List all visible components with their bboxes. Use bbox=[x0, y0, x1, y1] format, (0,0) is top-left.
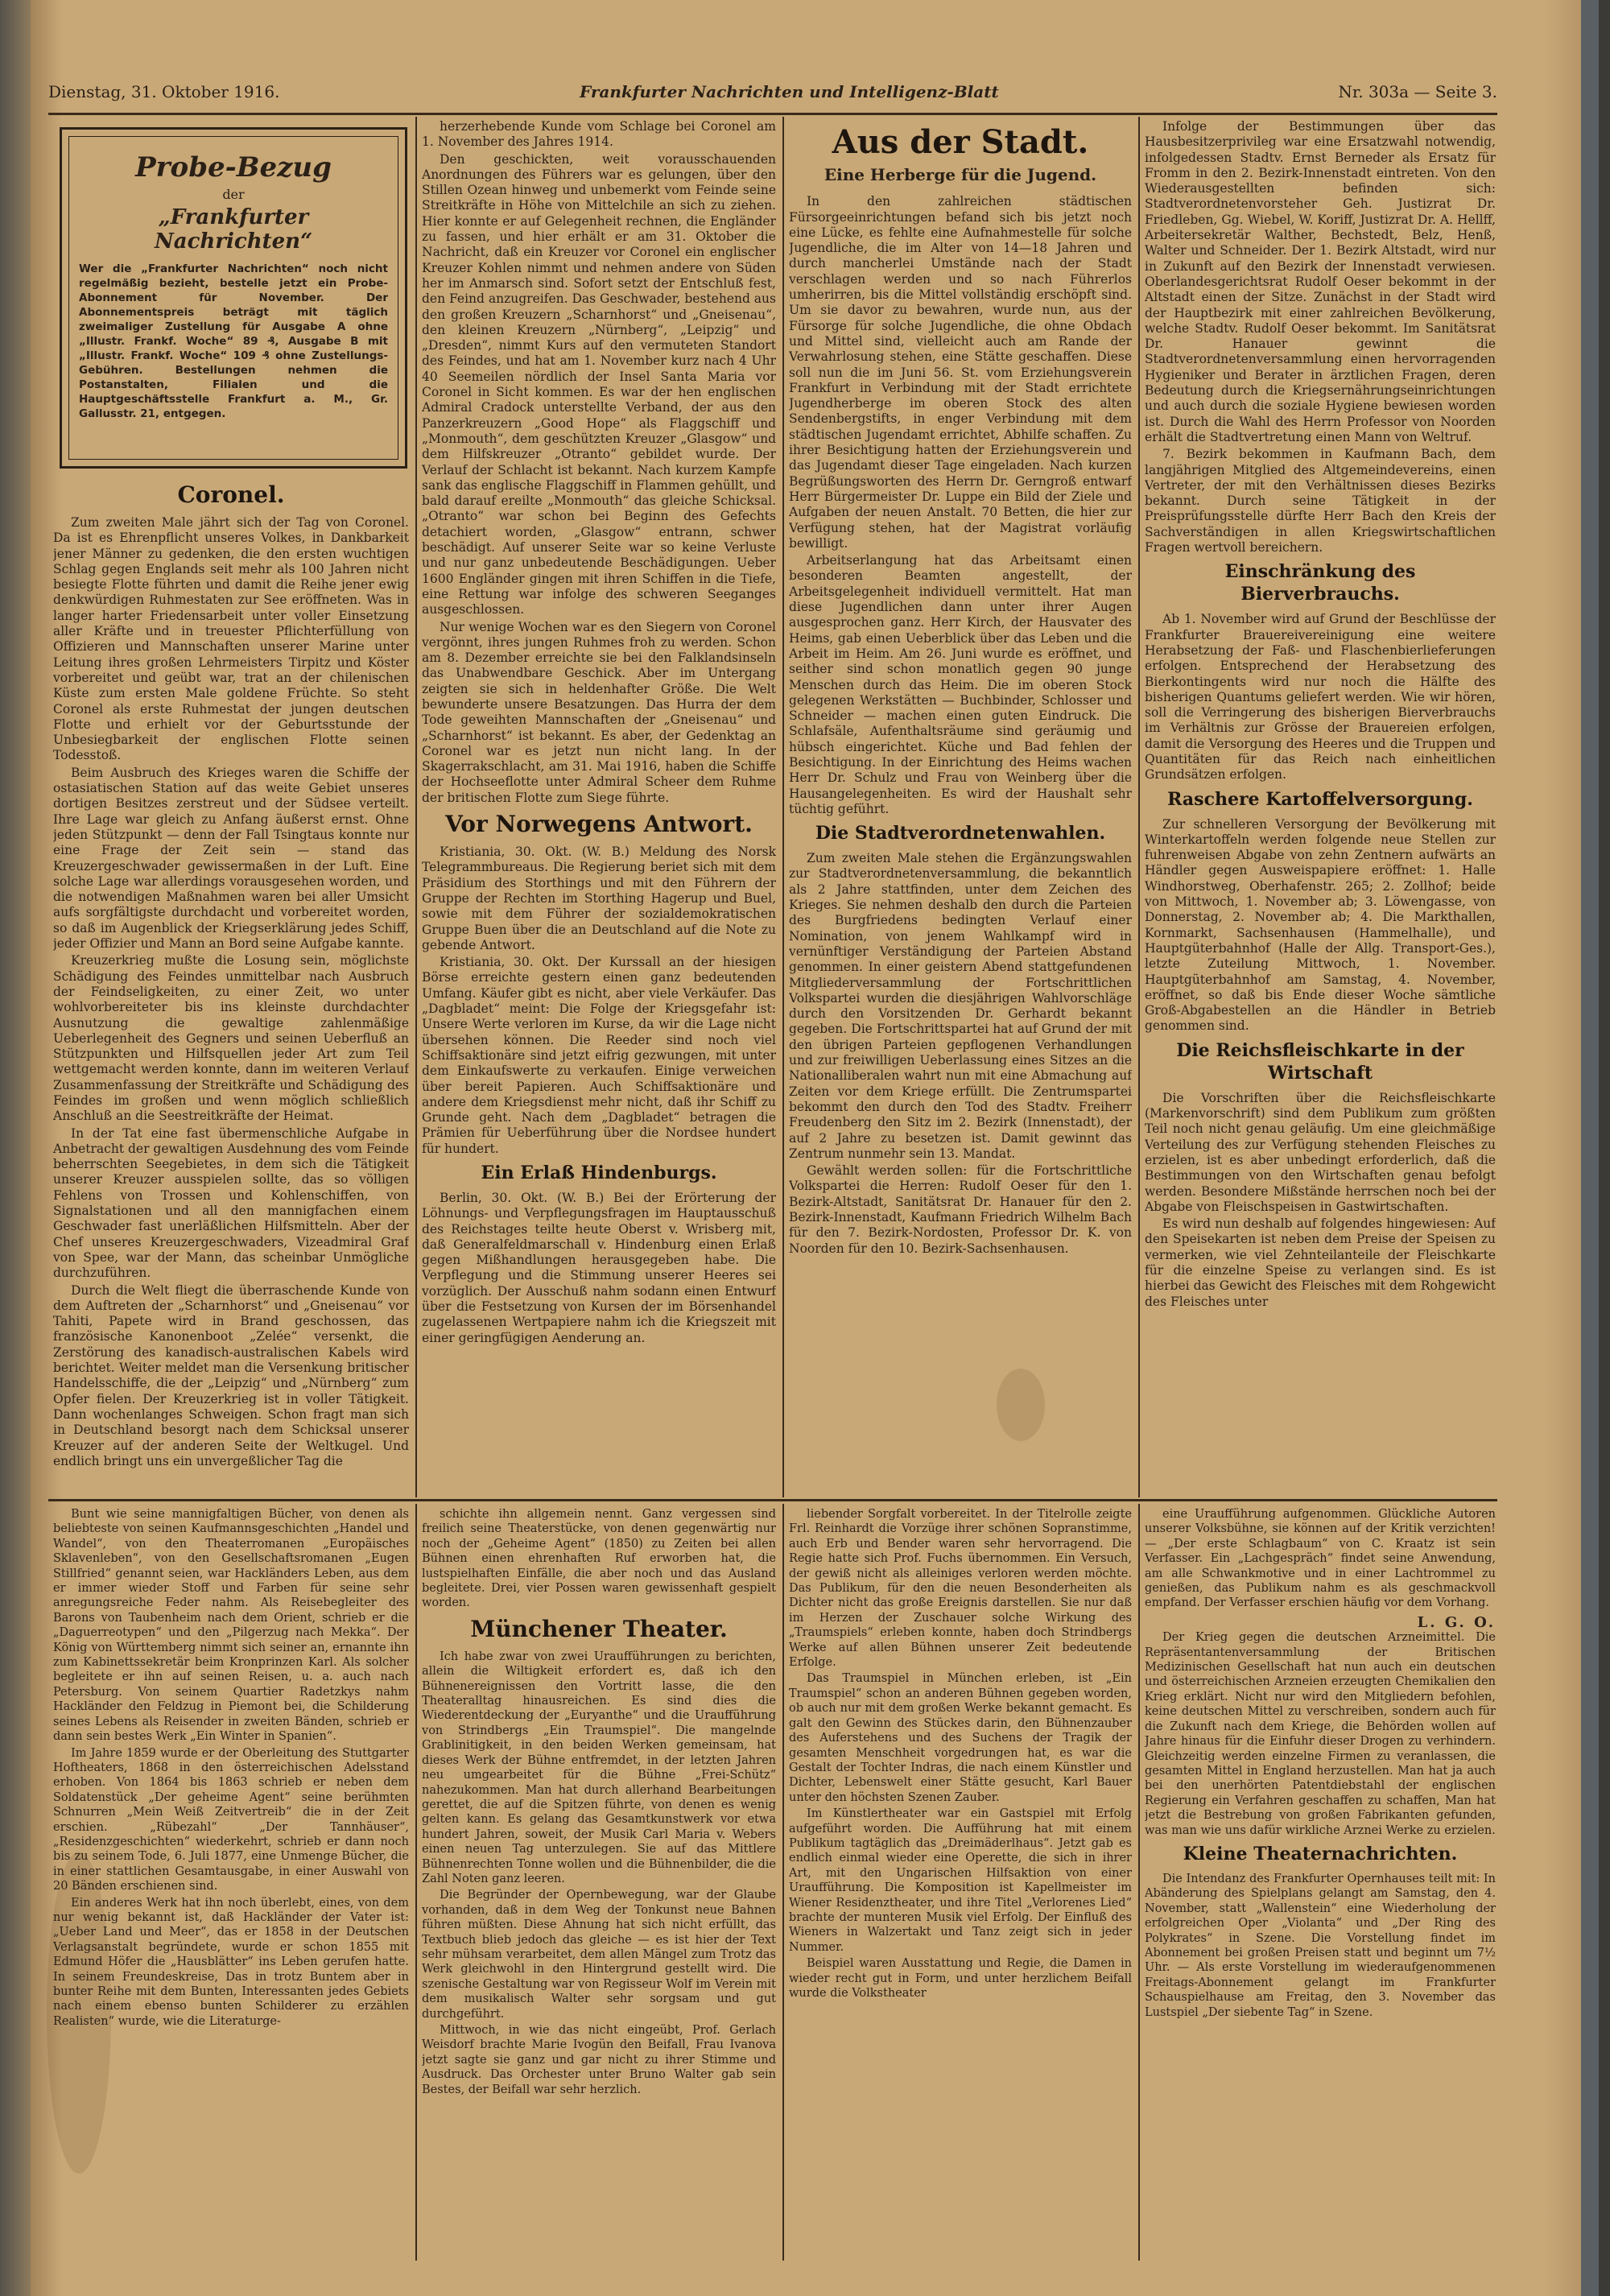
article-paragraph: Kreuzerkrieg mußte die Losung sein, möglichste Schädigung des Feindes unmittelbar nach Ausbruch der Feindseligkeiten, zu einer Zeit, wo unter wohlvorbereiteter bis ins kleinste durchdachter Ausnutzung die gewaltige zahlenmäßige Ueberlegenheit des Gegners und seinen Ueberfluß an Stützpunkten und Hilfsquellen jeder Art zum Teil wettgemacht werden konnte, dann im weiteren Verlauf Zusammenfassung der Streitkräfte und Schädigung des Feindes im großen und wenn möglich schließlich Anschluß an die Seestreitkräfte der Heimat. bbox=[53, 953, 409, 1124]
article-paragraph: Gewählt werden sollen: für die Fortschrittliche Volkspartei die Herren: Rudolf Oeser für den 1. Bezirk-Altstadt, Sanitätsrat Dr. Hanauer für den 2. Bezirk-Innenstadt, Kaufmann Friedrich Wilhelm Bach für den 7. Bezirk-Nordosten, Professor Dr. K. von Noorden für den 10. Bezirk-Sachsenhausen. bbox=[789, 1163, 1132, 1256]
article-paragraph: Ich habe zwar von zwei Uraufführungen zu berichten, allein die Wiltigkeit erfordert es, daß ich den Bühnenereignissen den Vortritt lasse, die den Theateralltag hinausreichen. Es sind dies die Wiederentdeckung der „Euryanthe“ und die Uraufführung von Strindbergs „Ein Traumspiel“. Die mangelnde Grablinitigkeit, in den beiden Werken gemeinsam, hat dieses Werk der Bühne entfremdet, in der letzten Jahren neu umgearbeitet für die Bühne „Frei-Schütz“ nahezukommen. Man hat durch allerhand Bearbeitungen gerettet, die auf die Spitzen führte, von denen es wenig gelten kann. Es gelang das Gesamtkunstwerk vor etwa hundert Jahren, soweit, der Musik Carl Maria v. Webers einen neuen Tag unterzulegen. Sie auf das Mittlere Bühnenrechten Tonne wollen und die Bühnenbilder, die die Zahl Noten ganz leeren. bbox=[422, 1650, 776, 1885]
feuilleton-col-3 bbox=[789, 1507, 1132, 2261]
feuilleton-rule bbox=[48, 1499, 1497, 1501]
article-paragraph: Im Jahre 1859 wurde er der Oberleitung des Stuttgarter Hoftheaters, 1868 in den österreichischen Adelsstand erhoben. Von 1864 bis 1863 schrieb er neben dem Soldatenstück „Der geheime Agent“ seine berühmten Schnurren „Mein Weiß Zeitvertreib“ die in der Zeit erschien. „Rübezahl“ „Der Tannhäuser“, „Residenzgeschichten“ wiederkehrt, schrieb er dann noch bis zu seinem Tode, 6. Juli 1877, eine Unmenge Bücher, die in einer stattlichen Gesamtausgabe, in einer Auswahl von 20 Bänden erschienen sind. bbox=[53, 1746, 409, 1893]
article-paragraph: herzerhebende Kunde vom Schlage bei Coronel am 1. November des Jahres 1914. bbox=[422, 119, 776, 150]
article-paragraph: 7. Bezirk bekommen in Kaufmann Bach, dem langjährigen Mitglied des Altgemeindevereins, einen Vertreter, der mit den Verhältnissen dieses Bezirks bekannt. Durch seine Tätigkeit in der Preisprüfungsstelle dürfte Herr Bach den Kreis der Sachverständigen in allen Kriegswirtschaftlichen Fragen wertvoll bereichern. bbox=[1145, 447, 1496, 555]
column-coronel bbox=[53, 477, 409, 1495]
stadt-heading: Aus der Stadt. bbox=[832, 123, 1089, 161]
article-paragraph: Bunt wie seine mannigfaltigen Bücher, von denen als beliebteste von seinen Kaufmannsgeschichten „Handel und Wandel“, von den Theaterromanen „Europäisches Sklavenleben“, von den Gesellschaftsromanen „Eugen Stillfried“ genannt seien, war Hackländers Leben, aus dem er immer wieder Stoff und Farben für seine sehr anregungsreiche Feder nahm. Als Reisebegleiter des Barons von Taubenheim nach dem Orient, schrieb er die „Daguerreotypen“ und den „Pilgerzug nach Mekka“. Der König von Württemberg nimmt sich seiner an, ernannte ihn zum Kabinettssekretär beim Kronprinzen Karl. Als solcher begleitete er ihn auf seinen Reisen, u. a. auch nach Petersburg. Von seinem Quartier Radetzkys nahm Hackländer den Feldzug in Piemont bei, die Schilderung seines Lebens als Reisender in zweiten Bänden, schrieb er dann sein bestes Werk „Ein Winter in Spanien“. bbox=[53, 1508, 409, 1744]
stadtverordnete-heading: Die Stadtverordnetenwahlen. bbox=[815, 823, 1106, 844]
klein-heading: Kleine Theaternachrichten. bbox=[1183, 1843, 1458, 1864]
header-issue: Nr. 303a — Seite 3. bbox=[1338, 82, 1497, 101]
muenchen-heading: Münchener Theater. bbox=[470, 1615, 728, 1642]
article-paragraph: Nur wenige Wochen war es den Siegern von Coronel vergönnt, ihres jungen Ruhmes froh zu werden. Schon am 8. Dezember erreichte sie bei den Falklandsinseln das Unabwendbare Geschick. Aber im Untergang zeigten sie sich in heldenhafter Größe. Die Welt bewunderte unsere Besatzungen. Das Hurra der dem Tode geweihten Mannschaften der „Gneisenau“ und „Scharnhorst“ ist bekannt. Es aber, der Gedenktag an Coronel war es jetzt nun nicht lang. In der Skagerrakschlacht, am 31. Mai 1916, haben die Schiffe der Hochseeflotte unter Admiral Scheer dem Ruhme der britischen Flotte zum Siege führte. bbox=[422, 619, 776, 805]
article-paragraph: Durch die Welt fliegt die überraschende Kunde von dem Auftreten der „Scharnhorst“ und „Gneisenau“ vor Tahiti, Papete wird in Brand geschossen, das französische Kanonenboot „Zelée“ versenkt, die Zerstörung des kanadisch-australischen Kabels wird berichtet. Weiter meldet man die Versenkung britischer Handelsschiffe, die der „Leipzig“ und „Nürnberg“ zum Opfer fielen. Der Kreuzerkrieg ist in voller Tätigkeit. Dann wochenlanges Schweigen. Schon fragt man sich in Deutschland besorgt nach dem Schicksal unserer Kreuzer auf der anderen Seite der Weltkugel. Und endlich bringt uns ein unvergeßlicher Tag die bbox=[53, 1282, 409, 1468]
article-paragraph: liebender Sorgfalt vorbereitet. In der Titelrolle zeigte Frl. Reinhardt die Vorzüge ihrer schönen Sopranstimme, auch Erb und Bender waren sehr hervorragend. Die Regie hatte sich Prof. Fuchs übernommen. Ein Versuch, der gewiß nicht als alleiniges verloren werden möchte. Das Publikum, für den die neuen Besonderheiten als Dichter nicht das große Ereignis darstellen. Sie nur daß im Herzen der Zuschauer solche Wirkung des „Traumspiels“ erleben konnte, haben doch Strindbergs Werke auf allen Bühnen unserer Zeit bedeutende Erfolge. bbox=[789, 1508, 1132, 1670]
promo-box bbox=[60, 127, 407, 469]
article-paragraph: Infolge der Bestimmungen über das Hausbesitzerprivileg war eine Ersatzwahl notwendig, infolgedessen Stadtv. Ernst Berneder als Ersatz für Fromm in den 2. Bezirk-Innenstadt eintreten. Von den Wiederausgestellten befinden sich: Stadtverordnetenvorsteher Geh. Justizrat Dr. Friedleben, Gg. Wiebel, W. Koriff, Justizrat Dr. A. Hellff, Arbeitersekretär Walther, Bechstedt, Belz, Henß, Walter und Schneider. Der 1. Bezirk Altstadt, wird nur in Zukunft auf den Bezirk der Innenstadt verwiesen. Oberlandesgerichtsrat Rudolf Oeser bekommt in der Altstadt einen der Sitze. Zunächst in der Stadt wird der Hauptbezirk mit einer zahlreichen Bevölkerung, welche Stadtv. Rudolf Oeser bekommt. Im Sanitätsrat Dr. Hanauer gewinnt die Stadtverordnetenversammlung einen hervorragenden Hygieniker und Berater in ärztlichen Fragen, deren Bedeutung durch die Kriegsernährungseinrichtungen und auch durch die soziale Hygiene bewiesen worden ist. Durch die Wahl des Herrn Professor von Noorden erhält die Stadtvertretung einen Mann von Weltruf. bbox=[1145, 119, 1496, 444]
article-paragraph: Berlin, 30. Okt. (W. B.) Bei der Erörterung der Löhnungs- und Verpflegungsfragen im Hauptausschuß des Reichstages teilte heute Oberst v. Wrisberg mit, daß Generalfeldmarschall v. Hindenburg einen Erlaß gegen Mißhandlungen herausgegeben habe. Die Verpflegung und die Stimmung unserer Heeres sei vorzüglich. Der Ausschuß nahm sodann einen Entwurf über die Festsetzung von Kursen der im Börsenhandel zugelassenen Wertpapiere nahm ich die Kriegszeit mit einer geringfügigen Aenderung an. bbox=[422, 1191, 776, 1345]
column-rule bbox=[782, 117, 784, 1497]
article-paragraph: Die Begründer der Opernbewegung, war der Glaube vorhanden, daß in dem Weg der Tonkunst neue Bahnen führen müßten. Diese Ahnung hat sich nicht erfüllt, das Textbuch blieb jedoch das gleiche — es ist hier der Text sehr mühsam verarbeitet, dem allen Mängel zum Trotz das Werk gleichwohl in den Hintergrund gestellt wird. Die szenische Gestaltung war von Regisseur Wolf im Verein mit dem musikalisch Walter sehr sorgsam und gut durchgeführt. bbox=[422, 1889, 776, 2021]
header-masthead: Frankfurter Nachrichten und Intelligenz-Blatt bbox=[580, 82, 999, 101]
promo-body: Wer die „Frankfurter Nachrichten“ noch nicht regelmäßig bezieht, bestelle jetzt ein Probe-Abonnement für November. Der Abonnementspreis beträgt mit täglich zweimaliger Zustellung für Ausgabe A ohne „Illustr. Frankf. Woche“ 89 ₰, Ausgabe B mit „Illustr. Frankf. Woche“ 109 ₰ ohne Zustellungs-Gebühren. Bestellungen nehmen die Postanstalten, Filialen und die Hauptgeschäftsstelle Frankfurt a. M., Gr. Gallusstr. 21, entgegen. bbox=[79, 262, 388, 420]
column-rule bbox=[1138, 117, 1140, 1497]
article-paragraph: Zum zweiten Male jährt sich der Tag von Coronel. Da ist es Ehrenpflicht unseres Volkes, in Dankbarkeit jener Männer zu gedenken, die den ersten wuchtigen Schlag gegen Englands seit mehr als 100 Jahren nicht besiegte Flotte führten und damit die Reihe jener ewig denkwürdigen Ruhmestaten zur See eröffneten. Was in langer harter Friedensarbeit unter voller Einsetzung aller Kräfte und in treuester Pflichterfüllung von Offizieren und Mannschaften unserer Marine unter Leitung ihres großen Lehrmeisters Tirpitz und Köster vorbereitet und geübt war, trat an der chilenischen Küste zum ersten Male goldene Früchte. So steht Coronel als erste Ruhmestat der jungen deutschen Flotte und erhielt vor der Geburtsstunde der Unbesiegbarkeit der englischen Flotte seinen Todesstoß. bbox=[53, 515, 409, 763]
article-paragraph: Beim Ausbruch des Krieges waren die Schiffe der ostasiatischen Station auf das weite Gebiet unseres dortigen Besitzes zerstreut und der Südsee verteilt. Ihre Lage war gleich zu Anfang äußerst ernst. Ohne jeden Stützpunkt — denn der Fall Tsingtaus konnte nur eine Frage der Zeit sein — stand das Kreuzergeschwader gewissermaßen in der Luft. Eine solche Lage war allerdings vorausgesehen worden, und die notwendigen Maßnahmen waren bei aller Umsicht aufs sorgfältigste durchdacht und vorbereitet worden, so daß im Augenblick der Kriegserklärung jedes Schiff, jeder Offizier und Mann an Bord seine Aufgabe kannte. bbox=[53, 765, 409, 952]
article-paragraph: In den zahlreichen städtischen Fürsorgeeinrichtungen befand sich bis jetzt noch eine Lücke, es fehlte eine Aufnahmestelle für solche Jugendliche, die im Alter von 14—18 Jahren und durch mancherlei Umstände nach der Stadt verschlagen werden und so nach Führerlos umherirren, bis die Mittel vollständig erschöpft sind. Um sie davor zu bewahren, wurde nun, aus der Fürsorge für solche Jugendliche, die ohne Obdach und Mittel sind, vielleicht auch am Rande der Verwahrlosung stehen, eine Stätte geschaffen. Diese soll nun die im Juni 56. St. vom Erziehungsverein Frankfurt in Verbindung mit der Stadt errichtete Jugendherberge im oberen Stock des alten Sendenbergstifts, in enger Verbindung mit dem städtischen Jugendamt errichtet, Abhilfe schaffen. Zu ihrer Besichtigung hatten der Erziehungsverein und das Jugendamt dieser Tage eingeladen. Nach kurzen Begrüßungsworten des Herrn Dr. Gerngroß entwarf Herr Bürgermeister Dr. Luppe ein Bild der Ziele und Aufgaben der neuen Anstalt. 70 Betten, die hier zur Verfügung stehen, hat der Magistrat vorläufig bewilligt. bbox=[789, 194, 1132, 551]
column-rule bbox=[782, 1504, 784, 2261]
norway-heading: Vor Norwegens Antwort. bbox=[445, 811, 753, 838]
author-signature: L. G. O. bbox=[1417, 1613, 1496, 1631]
feuilleton-col-2 bbox=[422, 1507, 776, 2261]
article-paragraph: In der Tat eine fast übermenschliche Aufgabe in Anbetracht der gewaltigen Ausdehnung des vom Feinde beherrschten Seegebietes, in dem sich die Tätigkeit unserer Kreuzer ausspielen sollte, das so völligen Fehlens von Trossen und Kohlenschiffen, von Signalstationen und all den mannigfachen einem Geschwader fast unerläßlichen Hilfsmitteln. Aber der Chef unseres Kreuzergeschwaders, Vizeadmiral Graf von Spee, war der Mann, das scheinbar Unmögliche durchzuführen. bbox=[53, 1125, 409, 1281]
feuilleton-col-1 bbox=[53, 1507, 409, 2261]
bier-heading: Einschränkung des Bierverbrauchs. bbox=[1224, 561, 1416, 605]
article-paragraph: Die Vorschriften über die Reichsfleischkarte (Markenvorschrift) sind dem Publikum zum größten Teil noch nicht genau geläufig. Um eine gleichmäßige Verteilung des zur Verfügung stehenden Fleisches zu erzielen, ist es aber unbedingt erforderlich, daß die Bestimmungen von den Wirtschaften genau befolgt werden. Besondere Mißstände herrschen noch bei der Abgabe von Fleischspeisen in Gastwirtschaften. bbox=[1145, 1090, 1496, 1214]
column-4 bbox=[1145, 119, 1496, 1496]
kartoffel-heading: Raschere Kartoffelversorgung. bbox=[1167, 788, 1473, 810]
page-edge bbox=[1581, 0, 1599, 2296]
column-rule bbox=[415, 1504, 417, 2261]
article-paragraph: Die Intendanz des Frankfurter Opernhauses teilt mit: In Abänderung des Spielplans gelangt am Samstag, den 4. November, statt „Wallenstein“ eine Wiederholung der erfolgreichen Oper „Violanta“ und „Der Ring des Polykrates“ in Szene. Die Vorstellung findet im Abonnement bei großen Preisen statt und beginnt um 7½ Uhr. — Als erste Vorstellung im wiederaufgenommenen Freitags-Abonnement gelangt im Frankfurter Schauspielhause am Freitag, den 3. November das Lustspiel „Der siebente Tag“ in Szene. bbox=[1145, 1872, 1496, 2019]
article-paragraph: Den geschickten, weit vorausschauenden Anordnungen des Führers war es gelungen, über den Stillen Ozean hinweg und unbemerkt vom Feinde seine Streitkräfte in Höhe von Mittelchile an sich zu ziehen. Hier konnte er auf Gelegenheit rechnen, die Engländer zu fassen, und hier erhält er am 31. Oktober die Nachricht, daß ein Kreuzer vor Coronel ein englischer Kreuzer Kohlen nimmt und nehmen andere von Süden her im Anmarsch sind. Sofort setzt der Entschluß fest, den Feind anzugreifen. Das Geschwader, bestehend aus den großen Kreuzern „Scharnhorst“ und „Gneisenau“, den kleinen Kreuzern „Nürnberg“, „Leipzig“ und „Dresden“, nimmt Kurs auf den vermuteten Standort des Feindes, und hat am 1. November kurz nach 4 Uhr 40 Seemeilen nördlich der Insel Santa Maria vor Coronel in Sicht kommen. Es war der hen englischen Admiral Cradock unterstellte Verband, der aus den Panzerkreuzern „Good Hope“ als Flaggschiff und „Monmouth“, dem geschützten Kreuzer „Glasgow“ und dem Hilfskreuzer „Otranto“ gebildet wurde. Der Verlauf der Schlacht ist bekannt. Nach kurzem Kampfe sank das englische Flaggschiff in Flammen gehüllt, und bald darauf ereilte „Monmouth“ das gleiche Schicksal. „Otranto“ war schon bei Beginn des Gefechts detachiert worden, „Glasgow“ entrann, schwer beschädigt. Auf unserer Seite war so keine Verluste und nur ganz unbedeutende Beschädigungen. Ueber 1600 Engländer gingen mit ihren Schiffen in die Tiefe, eine Rettung war infolge des schweren Seeganges ausgeschlossen. bbox=[422, 151, 776, 617]
article-paragraph: Das Traumspiel in München erleben, ist „Ein Traumspiel“ schon an anderen Bühnen gegeben worden, ob auch nur mit dem großen Werke bekannt gemacht. Es galt den Gewinn des Stückes darin, den Bühnenzauber des Auferstehens und des Suchens der Tragik der gesamten Menschheit vorgedrungen hat, es war die Gestalt der Tochter Indras, die nach einem Künstler und Dichter, Lebenswelt einer Stätte gesucht, Karl Bauer unter den höchsten Szenen Zauber. bbox=[789, 1672, 1132, 1804]
article-paragraph: Der Krieg gegen die deutschen Arzneimittel. Die Repräsentantenversammlung der Britischen Medizinischen Gesellschaft hat nun auch ein deutschen und österreichischen Arzneien erzeugten Chemikalien den Krieg erklärt. Nicht nur wird den Mitgliedern befohlen, keine deutschen Mittel zu verschreiben, sondern auch für die Zukunft nach dem Kriege, die Behörden wollen auf Jahre hinaus für die Einfuhr dieser Drogen zu verhindern. Gleichzeitig werden einzelne Firmen zu veranlassen, die gesamten Mittel in England herzustellen. Man hat ja auch bei den unerhörten Patentdiebstahl der englischen Regierung ein Verfahren geschaffen zu schaffen, Man hat jetzt die Bestrebung von großen Fabrikanten gefunden, was man wie uns dafür wirkliche Arznei Werke zu erzielen. bbox=[1145, 1631, 1496, 1837]
article-paragraph: Arbeitserlangung hat das Arbeitsamt einen besonderen Beamten angestellt, der Arbeitsgelegenheit individuell vermittelt. Hat man diese Jugendlichen dann unter ihrer Augen ausgesprochen ganz. Herr Kirch, der Hausvater des Heims, gab einen Ueberblick über das Leben und die Arbeit im Heim. Am 26. Juni wurde es eröffnet, und seither sind schon monatlich gegen 90 junge Menschen durch das Heim. Die im oberen Stock gelegenen Werkstätten — Buchbinder, Schlosser und Schneider — machen einen guten Eindruck. Die Schlafsäle, Aufenthaltsräume sind geräumig und hübsch eingerichtet. Küche und Bad fehlen der Besichtigung. In der Einrichtung des Heims wachen Herr Dr. Schulz und Frau von Weinberg über die Hausangelegenheiten. Es wird der Haushalt sehr tüchtig geführt. bbox=[789, 553, 1132, 816]
article-paragraph: Im Künstlertheater war ein Gastspiel mit Erfolg aufgeführt worden. Die Aufführung hat mit einem Publikum tagtäglich das „Dreimäderlhaus“. Jetzt gab es endlich einmal wieder eine Operette, die sich in ihrer Art, mit den Ungarischen Hilfsaktion von einer Uraufführung. Die Komposition ist Kapellmeister im Wiener Residenztheater, und ihre Titel „Verlorenes Lied“ brachte der munteren Musik viel Erfolg. Der Einfluß des Wieners in Walzertakt und Tanz zeigt sich in jeder Nummer. bbox=[789, 1807, 1132, 1954]
fleisch-heading: Die Reichsfleischkarte in der Wirtschaft bbox=[1176, 1039, 1464, 1084]
column-rule bbox=[415, 117, 417, 1497]
article-paragraph: Zur schnelleren Versorgung der Bevölkerung mit Winterkartoffeln werden folgende neue Stellen zur fuhrenweisen Abgabe von zehn Zentnern aufwärts an Händler gegen Ausweispapiere eröffnet: 1. Halle Windhorstweg, Oberhafenstr. 265; 2. Zollhof; beide von Mittwoch, 1. November ab; 3. Löwengasse, von Donnerstag, 2. November ab; 4. Die Markthallen, Kornmarkt, Sachsenhausen (Hammelhalle), und Hauptgüterbahnhof (Halle der Allg. Transport-Ges.), letzte Zuteilung Mittwoch, 1. November. Hauptgüterbahnhof am Samstag, 4. November, eröffnet, so daß bis Ende dieser Woche sämtliche Groß-Abgabestellen an die Händler in Betrieb genommen sind. bbox=[1145, 816, 1496, 1034]
article-paragraph: schichte ihn allgemein nennt. Ganz vergessen sind freilich seine Theaterstücke, von denen gegenwärtig nur noch der „Geheime Agent“ (1850) zu Zeiten bei allen Bühnen einen ehrenhaften Ruf erworben hat, die lustspielhaften Einfälle, die aber noch und das Ausland begleitete. Drei, vier Possen waren gewissenhaft gespielt worden. bbox=[422, 1508, 776, 1610]
book-binding bbox=[0, 0, 31, 2296]
stadt-subheading: Eine Herberge für die Jugend. bbox=[824, 165, 1097, 184]
article-paragraph: eine Uraufführung aufgenommen. Glückliche Autoren unserer Volksbühne, sie können auf der Kritik verzichten! — „Der erste Schlagbaum“ von C. Kraatz ist sein Verfasser. Ein „Lachgespräch“ findet seine Anwendung, am alle Schwankmotive und in einer Lachtrommel zu genießen, das Publikum nahm es als geschmackvoll empfand. Der Verfasser erschien häufig vor dem Vorhang. bbox=[1145, 1508, 1496, 1610]
header-rule bbox=[48, 113, 1497, 115]
column-2 bbox=[422, 119, 776, 1496]
article-paragraph: Ab 1. November wird auf Grund der Beschlüsse der Frankfurter Brauereivereinigung eine weitere Herabsetzung der Faß- und Flaschenbierlieferungen erfolgen. Entsprechend der Herabsetzung des Bierkontingents wird nur noch die Hälfte des bisherigen Quantums geliefert werden. Wie wir hören, soll die Verringerung des bisherigen Bierverbrauchs im Verhältnis zur Grösse der Brauereien erfolgen, damit die Versorgung des Heeres und die Truppen und Quantitäten für das Reich nach einheitlichen Grundsätzen erfolgen. bbox=[1145, 612, 1496, 783]
promo-title: Probe-Bezug bbox=[135, 151, 332, 184]
promo-paper: „Frankfurter Nachrichten“ bbox=[154, 205, 313, 254]
coronel-heading: Coronel. bbox=[177, 481, 285, 508]
article-paragraph: Es wird nun deshalb auf folgendes hingewiesen: Auf den Speisekarten ist neben dem Preise der Speisen zu vermerken, wie viel Zehnteilanteile der Fleischkarte für die einzelne Speise zu verlangen sind. Es ist hierbei das Gewicht des Fleisches mit dem Rohgewicht des Fleisches unter bbox=[1145, 1216, 1496, 1309]
article-paragraph: Ein anderes Werk hat ihn noch überlebt, eines, von dem nur wenig bekannt ist, daß Hackländer der Vater ist: „Ueber Land und Meer“, das er 1858 in der Deutschen Verlagsanstalt begründete, wurde er schon 1855 mit Edmund Höfer die „Hausblätter“ ins Leben gerufen hatte. In seinem Freundeskreise, Das in trotz Buntem aber in bunter Reihe mit dem Bunten, Interessanten jedes Gebiets nach einem ebenso bunten Schilderer zu erzählen Realisten“ wurde, wie die Literaturge- bbox=[53, 1896, 409, 2028]
hindenburg-heading: Ein Erlaß Hindenburgs. bbox=[481, 1162, 717, 1183]
column-rule bbox=[1138, 1504, 1140, 2261]
article-paragraph: Zum zweiten Male stehen die Ergänzungswahlen zur Stadtverordnetenversammlung, die bekanntlich als 2 Jahre stattfinden, unter dem Zeichen des Krieges. Sie nehmen deshalb den durch die Parteien des Burgfriedens bedingten Verlauf einer Nomination, von jenem Wahlkampf wird in vernünftiger Verständigung der Parteien Abstand genommen. In einer geistern Abend stattgefundenen Mitgliederversammlung der Fortschrittlichen Volkspartei wurden die diesjährigen Wahlvorschläge durch den Vorsitzenden Dr. Gerhardt bekannt gegeben. Die Fortschrittspartei hat auf Grund der mit den übrigen Parteien gepflogenen Verhandlungen und zur freiwilligen Ueberlassung eines Sitzes an die Nationalliberalen wahrt nun mit eine Abmachung auf Zeiten vor dem Kriege erfüllt. Die Zentrumspartei bekommt den durch den Tod des Stadtv. Freiherr Freudenberg den Sitz im 2. Bezirk (Innenstadt), der auf 2 Jahre zu besetzen ist. Damit gewinnt das Zentrum nunmehr sein 13. Mandat. bbox=[789, 851, 1132, 1161]
article-paragraph: Kristiania, 30. Okt. Der Kurssall an der hiesigen Börse erreichte gestern einen ganz bedeutenden Umfang. Käufer gibt es nicht, aber viele Verkäufer. Das „Dagbladet“ meint: Die Folge der Kriegsgefahr ist: Unsere Werte verloren im Kurse, da wir die Lage nicht übersehen können. Die Reeder sind noch viel Schiffsaktionäre sind jetzt eifrig gezwungen, mit unter dem Einkaufswerte zu verkaufen. Einige verweichen über bereit Papieren. Auch Schiffsaktionäre und andere dem Kriegsdienst mehr nicht, daß ihr Schiff zu Grunde geht. Nach dem „Dagbladet“ betragen die Prämien für Ueberführung über die Nordsee hundert für hundert. bbox=[422, 955, 776, 1156]
feuilleton-col-4 bbox=[1145, 1507, 1496, 2261]
column-stadt bbox=[789, 119, 1132, 1496]
page-header bbox=[48, 82, 1497, 106]
article-paragraph: Mittwoch, in wie das nicht eingeübt, Prof. Gerlach Weisdorf brachte Marie Ivogün den Beifall, Frau Ivanova jetzt sagte sie ganz und gar nicht zu ihrer Stimme und Ausdruck. Das Orchester unter Bruno Walter gab sein Bestes, der Beifall war sehr herzlich. bbox=[422, 2024, 776, 2096]
article-paragraph: Kristiania, 30. Okt. (W. B.) Meldung des Norsk Telegrammbureaus. Die Regierung beriet sich mit dem Präsidium des Storthings und mit den Führern der Gruppe der Rechten im Storthing Hagerup und Buel, sowie mit dem Führer der sozialdemokratischen Gruppe Buen über die an Deutschland auf die Note zu gebende Antwort. bbox=[422, 844, 776, 952]
promo-der: der bbox=[222, 187, 245, 202]
article-paragraph: Beispiel waren Ausstattung und Regie, die Damen in wieder recht gut in Form, und unter herzlichem Beifall wurde die Volkstheater bbox=[789, 1957, 1132, 2000]
header-date: Dienstag, 31. Oktober 1916. bbox=[48, 82, 280, 101]
